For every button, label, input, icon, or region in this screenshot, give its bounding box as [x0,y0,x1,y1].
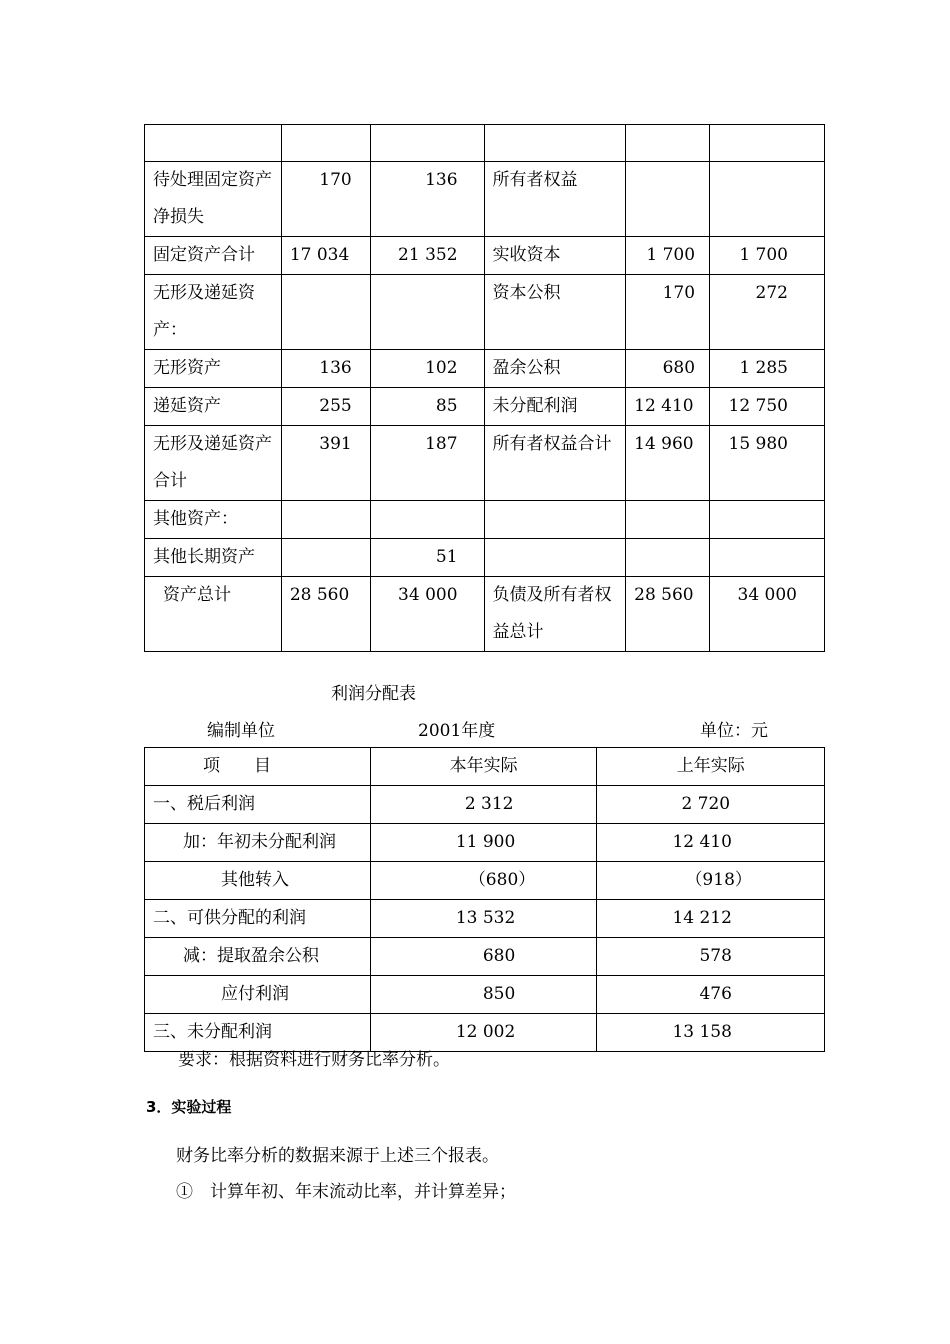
table-cell: 34 000 [370,577,484,652]
table-cell: （918） [597,862,825,900]
table-cell: 1 700 [626,237,710,275]
table-cell [145,125,282,162]
table-cell: 476 [597,976,825,1014]
header-cell: 本年实际 [370,748,597,786]
table-cell [370,275,484,350]
unit-label: 编制单位 [207,721,275,741]
table-cell: 12 410 [626,388,710,426]
table-cell: 无形及递延资产： [145,275,282,350]
table-cell: 所有者权益合计 [484,426,626,501]
table-cell: 加：年初未分配利润 [145,824,371,862]
header-cell: 项 目 [145,748,371,786]
table-row [145,426,825,501]
section-heading: 3．实验过程 [146,1098,232,1116]
table-cell: 实收资本 [484,237,626,275]
table-row [145,539,825,577]
table-cell: 850 [370,976,597,1014]
table-row [145,976,825,1014]
table-row [145,237,825,275]
table-row [145,862,825,900]
table-cell: 11 900 [370,824,597,862]
table-cell: 减：提取盈余公积 [145,938,371,976]
table-cell [710,539,825,577]
table-cell [710,125,825,162]
table-cell: 固定资产合计 [145,237,282,275]
table-cell: 资产总计 [145,577,282,652]
table-cell: 680 [370,938,597,976]
table-cell [281,275,370,350]
table-cell: 391 [281,426,370,501]
table-cell: 272 [710,275,825,350]
table-cell: 14 960 [626,426,710,501]
table-cell: 未分配利润 [484,388,626,426]
table-row [145,162,825,237]
table-row [145,501,825,539]
table-cell: 14 212 [597,900,825,938]
table-cell: 21 352 [370,237,484,275]
table-cell: 680 [626,350,710,388]
table-cell: 递延资产 [145,388,282,426]
table-cell [281,539,370,577]
currency-label: 单位：元 [700,721,768,741]
table-cell: 136 [370,162,484,237]
table-row [145,350,825,388]
table-cell: 其他长期资产 [145,539,282,577]
table-cell: 15 980 [710,426,825,501]
table-cell: 2 312 [370,786,597,824]
table-cell: 资本公积 [484,275,626,350]
table-cell: 负债及所有者权益总计 [484,577,626,652]
table-cell: 待处理固定资产净损失 [145,162,282,237]
header-cell: 上年实际 [597,748,825,786]
table-cell: 一、税后利润 [145,786,371,824]
table-cell [626,162,710,237]
table-row [145,388,825,426]
table-cell: 34 000 [710,577,825,652]
table-cell: 无形及递延资产合计 [145,426,282,501]
balance-sheet-table [144,124,825,652]
table-cell: 所有者权益 [484,162,626,237]
table-cell: 13 532 [370,900,597,938]
table-row [145,900,825,938]
requirement-text: 要求：根据资料进行财务比率分析。 [178,1050,450,1070]
table-cell [370,125,484,162]
table-cell: 二、可供分配的利润 [145,900,371,938]
table-cell [710,501,825,539]
paragraph: ① 计算年初、年末流动比率，并计算差异； [176,1182,516,1202]
table-cell: 28 560 [281,577,370,652]
table-cell: 12 750 [710,388,825,426]
profit-table-title: 利润分配表 [331,684,416,704]
table-cell: 136 [281,350,370,388]
table-cell: 三、未分配利润 [145,1014,371,1052]
table-row [145,824,825,862]
table-cell: 28 560 [626,577,710,652]
table-cell: 其他转入 [145,862,371,900]
table-cell: 13 158 [597,1014,825,1052]
table-cell: 无形资产 [145,350,282,388]
table-cell [370,501,484,539]
table-cell [484,125,626,162]
table-cell: 12 410 [597,824,825,862]
table-cell: 578 [597,938,825,976]
table-cell: 2 720 [597,786,825,824]
table-cell [626,501,710,539]
table-cell: 187 [370,426,484,501]
table-cell: 盈余公积 [484,350,626,388]
table-row [145,125,825,162]
table-cell: 170 [626,275,710,350]
table-cell: 170 [281,162,370,237]
table-row [145,275,825,350]
table-cell: 应付利润 [145,976,371,1014]
year-label: 2001年度 [418,721,496,741]
profit-distribution-table [144,747,825,1052]
table-cell: 17 034 [281,237,370,275]
table-cell [484,501,626,539]
table-row [145,577,825,652]
table-cell: 85 [370,388,484,426]
table-row [145,938,825,976]
table-cell: 102 [370,350,484,388]
table-cell [710,162,825,237]
table-cell: 51 [370,539,484,577]
table-cell [281,125,370,162]
table-cell: 255 [281,388,370,426]
table-cell [484,539,626,577]
table-cell: 1 285 [710,350,825,388]
table-cell: 其他资产： [145,501,282,539]
table-header-row [145,748,825,786]
table-cell: （680） [370,862,597,900]
table-cell [626,539,710,577]
paragraph: 财务比率分析的数据来源于上述三个报表。 [176,1146,499,1166]
table-cell: 12 002 [370,1014,597,1052]
table-row [145,786,825,824]
table-cell: 1 700 [710,237,825,275]
table-cell [626,125,710,162]
table-cell [281,501,370,539]
